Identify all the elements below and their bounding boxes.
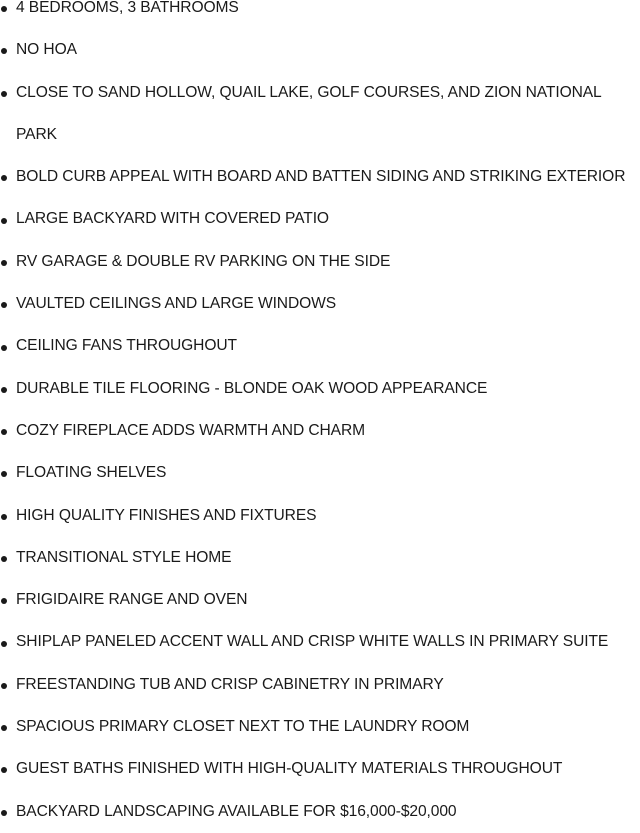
feature-item-location <box>0 72 640 114</box>
feature-text: FRIGIDAIRE RANGE AND OVEN <box>16 591 248 609</box>
feature-item-backyard <box>0 198 640 240</box>
feature-text: NO HOA <box>16 41 77 59</box>
bullet-icon <box>1 387 7 393</box>
bullet-icon <box>1 641 7 647</box>
feature-item-curb-appeal <box>0 156 640 198</box>
feature-text: SHIPLAP PANELED ACCENT WALL AND CRISP WHITE WALLS IN PRIMARY SUITE <box>16 633 609 651</box>
feature-text: SPACIOUS PRIMARY CLOSET NEXT TO THE LAUNDRY ROOM <box>16 718 470 736</box>
feature-text: COZY FIREPLACE ADDS WARMTH AND CHARM <box>16 421 366 439</box>
feature-item-landscaping <box>0 791 640 833</box>
feature-text: 4 BEDROOMS, 3 BATHROOMS <box>16 0 239 16</box>
feature-item-style <box>0 537 640 579</box>
feature-text: VAULTED CEILINGS AND LARGE WINDOWS <box>16 295 337 313</box>
feature-item-bedrooms <box>0 0 640 29</box>
bullet-icon <box>1 91 7 97</box>
bullet-icon <box>1 810 7 816</box>
feature-item-tile-flooring <box>0 368 640 410</box>
feature-item-ceiling-fans <box>0 325 640 367</box>
feature-item-fireplace <box>0 410 640 452</box>
feature-item-floating-shelves <box>0 452 640 494</box>
bullet-icon <box>1 302 7 308</box>
feature-text: FREESTANDING TUB AND CRISP CABINETRY IN PRIMARY <box>16 675 444 693</box>
feature-item-rv-garage <box>0 241 640 283</box>
feature-text: CEILING FANS THROUGHOUT <box>16 337 237 355</box>
feature-item-vaulted-ceilings <box>0 283 640 325</box>
feature-item-closet <box>0 706 640 748</box>
feature-item-shiplap <box>0 621 640 663</box>
feature-text: PARK <box>16 125 57 143</box>
bullet-icon <box>1 598 7 604</box>
feature-text: LARGE BACKYARD WITH COVERED PATIO <box>16 210 329 228</box>
feature-text: BOLD CURB APPEAL WITH BOARD AND BATTEN SIDING AND STRIKING EXTERIOR <box>16 168 626 186</box>
bullet-icon <box>1 514 7 520</box>
feature-text: FLOATING SHELVES <box>16 464 167 482</box>
bullet-icon <box>1 48 7 54</box>
bullet-icon <box>1 725 7 731</box>
feature-item-guest-baths <box>0 748 640 790</box>
feature-text: RV GARAGE & DOUBLE RV PARKING ON THE SIDE <box>16 252 391 270</box>
bullet-icon <box>1 345 7 351</box>
feature-text: TRANSITIONAL STYLE HOME <box>16 548 232 566</box>
feature-item-finishes <box>0 495 640 537</box>
bullet-icon <box>1 767 7 773</box>
bullet-icon <box>1 429 7 435</box>
bullet-icon <box>1 683 7 689</box>
feature-item-hoa <box>0 29 640 71</box>
bullet-icon <box>1 471 7 477</box>
feature-item-location-continued <box>0 114 640 156</box>
feature-text: CLOSE TO SAND HOLLOW, QUAIL LAKE, GOLF COURSES, AND ZION NATIONAL <box>16 83 602 101</box>
bullet-icon <box>1 175 7 181</box>
bullet-icon <box>1 556 7 562</box>
bullet-icon <box>1 6 7 12</box>
bullet-icon <box>1 260 7 266</box>
feature-text: DURABLE TILE FLOORING - BLONDE OAK WOOD APPEARANCE <box>16 379 488 397</box>
bullet-icon <box>1 218 7 224</box>
feature-text: BACKYARD LANDSCAPING AVAILABLE FOR $16,000-$20,000 <box>16 802 457 820</box>
feature-item-range <box>0 579 640 621</box>
feature-text: GUEST BATHS FINISHED WITH HIGH-QUALITY MATERIALS THROUGHOUT <box>16 760 563 778</box>
feature-text: HIGH QUALITY FINISHES AND FIXTURES <box>16 506 317 524</box>
feature-item-tub <box>0 664 640 706</box>
